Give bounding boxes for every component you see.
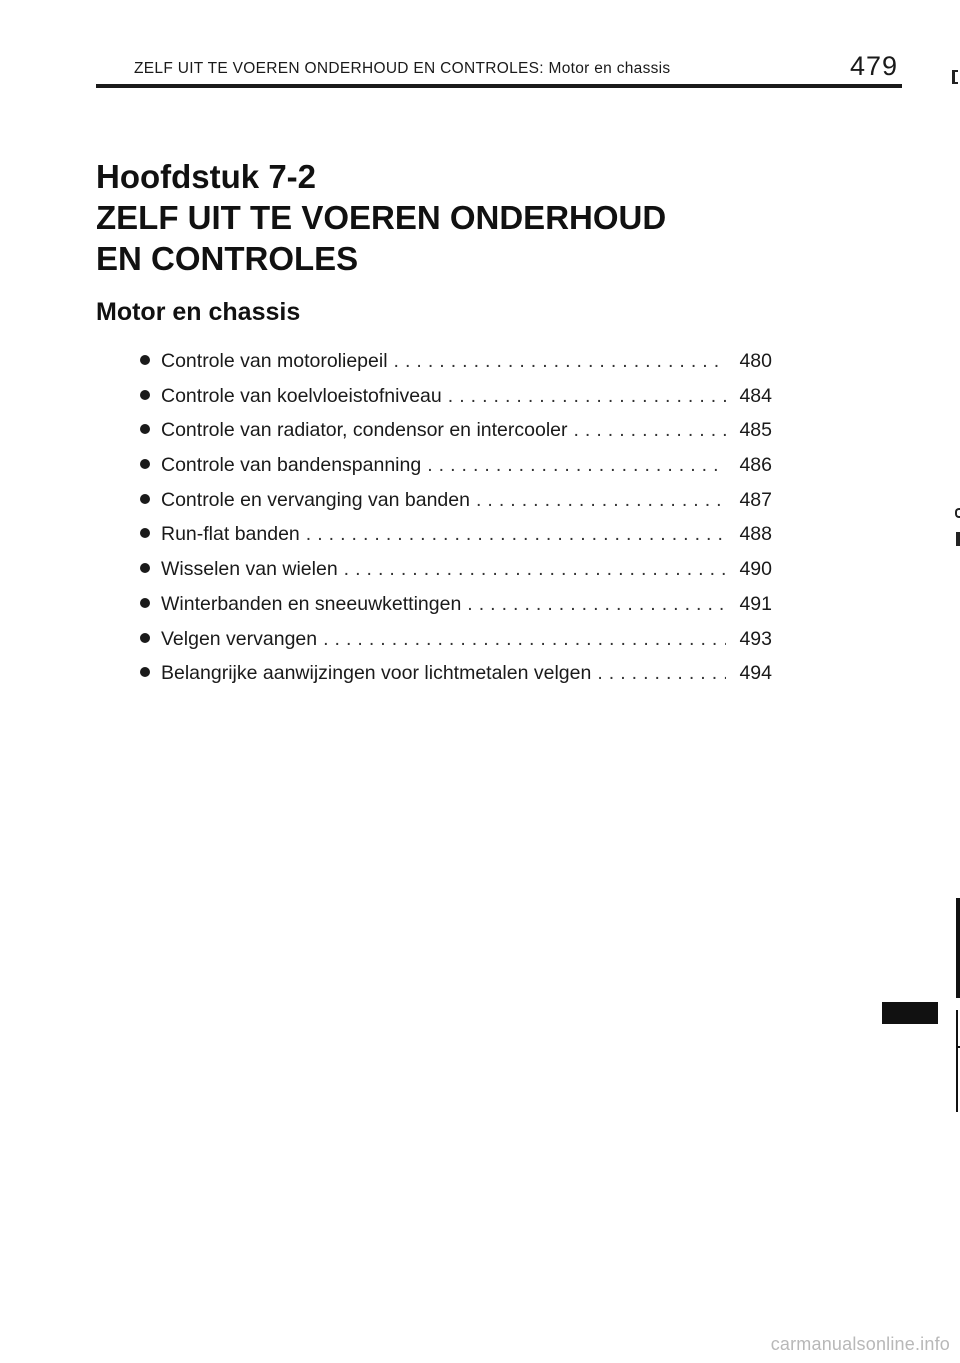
dot-leader	[394, 350, 726, 373]
dot-leader	[448, 385, 726, 408]
dot-leader	[574, 419, 727, 442]
table-of-contents	[140, 350, 772, 697]
bullet-icon	[140, 667, 150, 677]
toc-label: Controle van koelvloeistofniveau	[161, 384, 442, 407]
page-number: 479	[849, 51, 898, 81]
bullet-icon	[140, 390, 150, 400]
running-header	[96, 40, 902, 88]
toc-item[interactable]	[140, 454, 772, 489]
dot-leader	[427, 454, 726, 477]
toc-page-number: 486	[739, 454, 772, 477]
bullet-icon	[140, 355, 150, 365]
running-header-title: ZELF UIT TE VOEREN ONDERHOUD EN CONTROLES: Motor en chassis	[134, 60, 671, 77]
dot-leader	[467, 593, 726, 616]
header-rule	[96, 84, 902, 88]
toc-label: Belangrijke aanwijzingen voor lichtmetalen velgen	[161, 662, 592, 685]
toc-label: Controle van motoroliepeil	[161, 350, 388, 372]
toc-page-number: 487	[739, 488, 772, 511]
edge-bar	[956, 1010, 960, 1112]
toc-page-number: 494	[739, 662, 772, 685]
bullet-icon	[140, 633, 150, 643]
bullet-icon	[140, 424, 150, 434]
toc-item[interactable]	[140, 350, 772, 385]
toc-label: Run-flat banden	[161, 523, 300, 546]
toc-item[interactable]	[140, 628, 772, 663]
toc-item[interactable]	[140, 419, 772, 454]
chapter-number: Hoofdstuk 7-2	[96, 158, 317, 195]
toc-page-number: 490	[739, 558, 772, 581]
chapter-thumb-tab	[882, 1002, 938, 1024]
toc-label: Winterbanden en sneeuwkettingen	[161, 592, 462, 615]
toc-page-number: 485	[739, 419, 772, 442]
toc-page-number: 491	[739, 592, 772, 615]
chapter-name-line2: EN CONTROLES	[96, 240, 359, 277]
toc-item[interactable]	[140, 523, 772, 558]
toc-label: Controle en vervanging van banden	[161, 488, 470, 511]
dot-leader	[344, 558, 726, 581]
toc-page-number: 488	[739, 523, 772, 546]
watermark: carmanualsonline.info	[770, 1334, 950, 1354]
chapter-name-line1: ZELF UIT TE VOEREN ONDERHOUD	[96, 199, 667, 236]
bullet-icon	[140, 494, 150, 504]
bullet-icon	[140, 459, 150, 469]
bullet-icon	[140, 563, 150, 573]
toc-item[interactable]	[140, 593, 772, 628]
toc-label: Wisselen van wielen	[161, 558, 338, 581]
bullet-icon	[140, 528, 150, 538]
toc-page-number: 493	[739, 627, 772, 650]
bullet-icon	[140, 598, 150, 608]
edge-mark	[955, 508, 960, 518]
toc-label: Controle van bandenspanning	[161, 454, 422, 477]
toc-item[interactable]	[140, 662, 772, 697]
toc-item[interactable]	[140, 489, 772, 524]
toc-label: Velgen vervangen	[161, 627, 318, 650]
edge-mark	[956, 532, 960, 546]
edge-mark-top	[952, 70, 958, 84]
section-title: Motor en chassis	[96, 298, 301, 326]
toc-page-number: 484	[739, 384, 772, 407]
edge-bar	[956, 898, 960, 998]
dot-leader	[323, 628, 726, 651]
chapter-title	[96, 156, 816, 279]
toc-label: Controle van radiator, condensor en intercooler	[161, 419, 568, 442]
dot-leader	[476, 489, 726, 512]
toc-item[interactable]	[140, 385, 772, 420]
dot-leader	[597, 662, 726, 685]
toc-page-number: 480	[739, 350, 772, 372]
toc-item[interactable]	[140, 558, 772, 593]
dot-leader	[306, 523, 726, 546]
